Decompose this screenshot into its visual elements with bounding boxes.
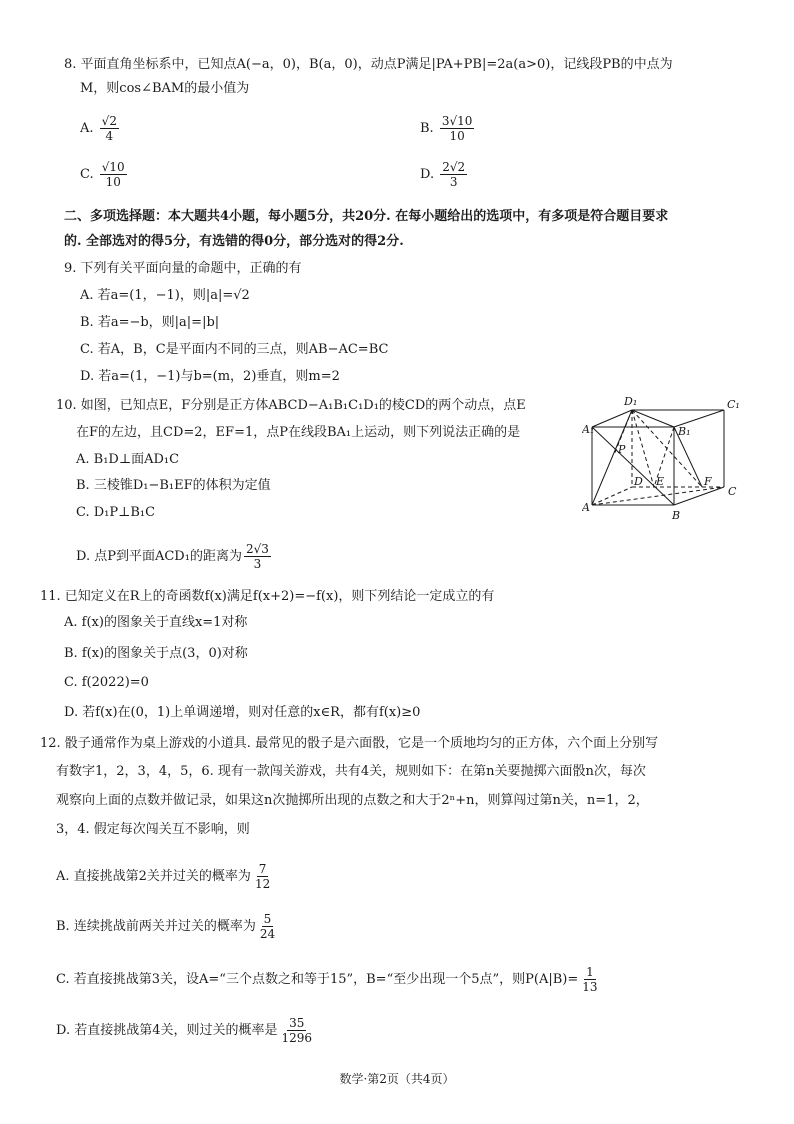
label-d1: D₁	[624, 395, 638, 408]
q10-stem-line2: 在F的左边，且CD=2，EF=1，点P在线段BA₁上运动，则下列说法正确的是	[76, 425, 521, 440]
edge-b-c	[674, 487, 724, 505]
q8-option-b-fraction: $\frac{3√10}{10}$	[441, 114, 473, 143]
q8-option-c: C. $\frac{√10}{10}$	[80, 160, 125, 189]
segment-d1-b1	[632, 410, 674, 427]
q11-option-d: D. 若f(x)在(0，1)上单调递增，则对任意的x∈R，都有f(x)≥0	[64, 705, 421, 720]
q10-option-a: A. B₁D⊥面AD₁C	[76, 452, 180, 467]
q9-option-b: B. 若a=−b，则|a|=|b|	[80, 315, 220, 330]
q9-option-c: C. 若A，B，C是平面内不同的三点，则AB−AC=BC	[80, 342, 389, 357]
q12-stem-line1: 12. 骰子通常作为桌上游戏的小道具. 最常见的骰子是六面骰，它是一个质地均匀的正方体，六个面上分别写	[40, 736, 659, 751]
page-footer: 数学·第2页（共4页）	[339, 1072, 455, 1086]
q10-stem-line1: 10. 如图，已知点E，F分别是正方体ABCD−A₁B₁C₁D₁的棱CD的两个动点，点E	[56, 398, 526, 413]
q8-option-d: D. $\frac{2√2}{3}$	[420, 160, 466, 189]
label-c: C	[728, 485, 737, 498]
q12-option-c-fraction: $\frac{1}{13}$	[582, 965, 598, 994]
q11-option-a: A. f(x)的图象关于直线x=1对称	[64, 615, 248, 630]
q9-option-d: D. 若a=(1，−1)与b=(m，2)垂直，则m=2	[80, 369, 340, 384]
q10-option-c: C. D₁P⊥B₁C	[76, 505, 156, 520]
q9-stem: 9. 下列有关平面向量的命题中，正确的有	[64, 261, 302, 276]
segment-b-a1	[592, 427, 674, 505]
q11-option-b: B. f(x)的图象关于点(3，0)对称	[64, 646, 248, 661]
label-f: F	[704, 475, 712, 488]
q11-stem: 11. 已知定义在R上的奇函数f(x)满足f(x+2)=−f(x)，则下列结论一定成立的有	[40, 589, 495, 604]
q8-stem-line1: 8. 平面直角坐标系中，已知点A(−a，0)，B(a，0)，动点P满足|PA+PB|=2a(a>0)，记线段PB的中点为	[64, 57, 673, 72]
q12-option-b: B. 连续挑战前两关并过关的概率为 $\frac{5}{24}$	[56, 912, 276, 941]
label-c1: C₁	[727, 398, 740, 411]
label-a1: A₁	[582, 423, 595, 436]
q8-option-c-fraction: $\frac{√10}{10}$	[101, 160, 125, 189]
q9-option-a: A. 若a=(1，−1)，则|a|=√2	[80, 288, 250, 303]
label-e: E	[656, 475, 665, 488]
label-b1: B₁	[678, 425, 691, 438]
q12-stem-line3: 观察向上面的点数并做记录，如果这n次抛掷所出现的点数之和大于2ⁿ+n，则算闯过第n关，n=1，2，	[56, 793, 649, 808]
q8-option-a-fraction: $\frac{√2}{4}$	[101, 114, 117, 143]
q10-option-d: D. 点P到平面ACD₁的距离为 $\frac{2√3}{3}$	[76, 542, 269, 571]
label-b: B	[672, 509, 681, 522]
q10-option-d-fraction: $\frac{2√3}{3}$	[245, 542, 269, 571]
label-d: D	[634, 475, 643, 488]
q12-option-c: C. 若直接挑战第3关，设A=“三个点数之和等于15”，B=“至少出现一个5点”，则P(A|B)= $\frac{1}{13}$	[56, 965, 598, 994]
q12-stem-line4: 3，4. 假定每次闯关互不影响，则	[56, 822, 250, 837]
q12-option-d: D. 若直接挑战第4关，则过关的概率是 $\frac{35}{1296}$	[56, 1016, 313, 1045]
cube-figure	[582, 393, 742, 523]
q12-stem-line2: 有数字1，2，3，4，5，6. 现有一款闯关游戏，共有4关，规则如下：在第n关要抛掷六面骰n次，每次	[56, 764, 646, 779]
q12-option-a-fraction: $\frac{7}{12}$	[254, 862, 271, 891]
q8-option-a: A. $\frac{√2}{4}$	[80, 114, 117, 143]
q8-option-b: B. $\frac{3√10}{10}$	[420, 114, 473, 143]
q12-option-d-fraction: $\frac{35}{1296}$	[281, 1016, 313, 1045]
q10-option-b: B. 三棱锥D₁−B₁EF的体积为定值	[76, 478, 271, 493]
label-a: A	[582, 501, 590, 514]
q12-option-a: A. 直接挑战第2关并过关的概率为 $\frac{7}{12}$	[56, 862, 271, 891]
q8-option-d-fraction: $\frac{2√2}{3}$	[442, 160, 466, 189]
section2-heading-line2: 的. 全部选对的得5分，有选错的得0分，部分选对的得2分.	[64, 234, 404, 249]
label-p: P	[618, 443, 626, 456]
q12-option-b-fraction: $\frac{5}{24}$	[259, 912, 276, 941]
q11-option-c: C. f(2022)=0	[64, 675, 149, 690]
q8-stem-line2: M，则cos∠BAM的最小值为	[80, 81, 250, 96]
section2-heading-line1: 二、多项选择题：本大题共4小题，每小题5分，共20分. 在每小题给出的选项中，有多项是符合题目要求	[64, 209, 669, 224]
